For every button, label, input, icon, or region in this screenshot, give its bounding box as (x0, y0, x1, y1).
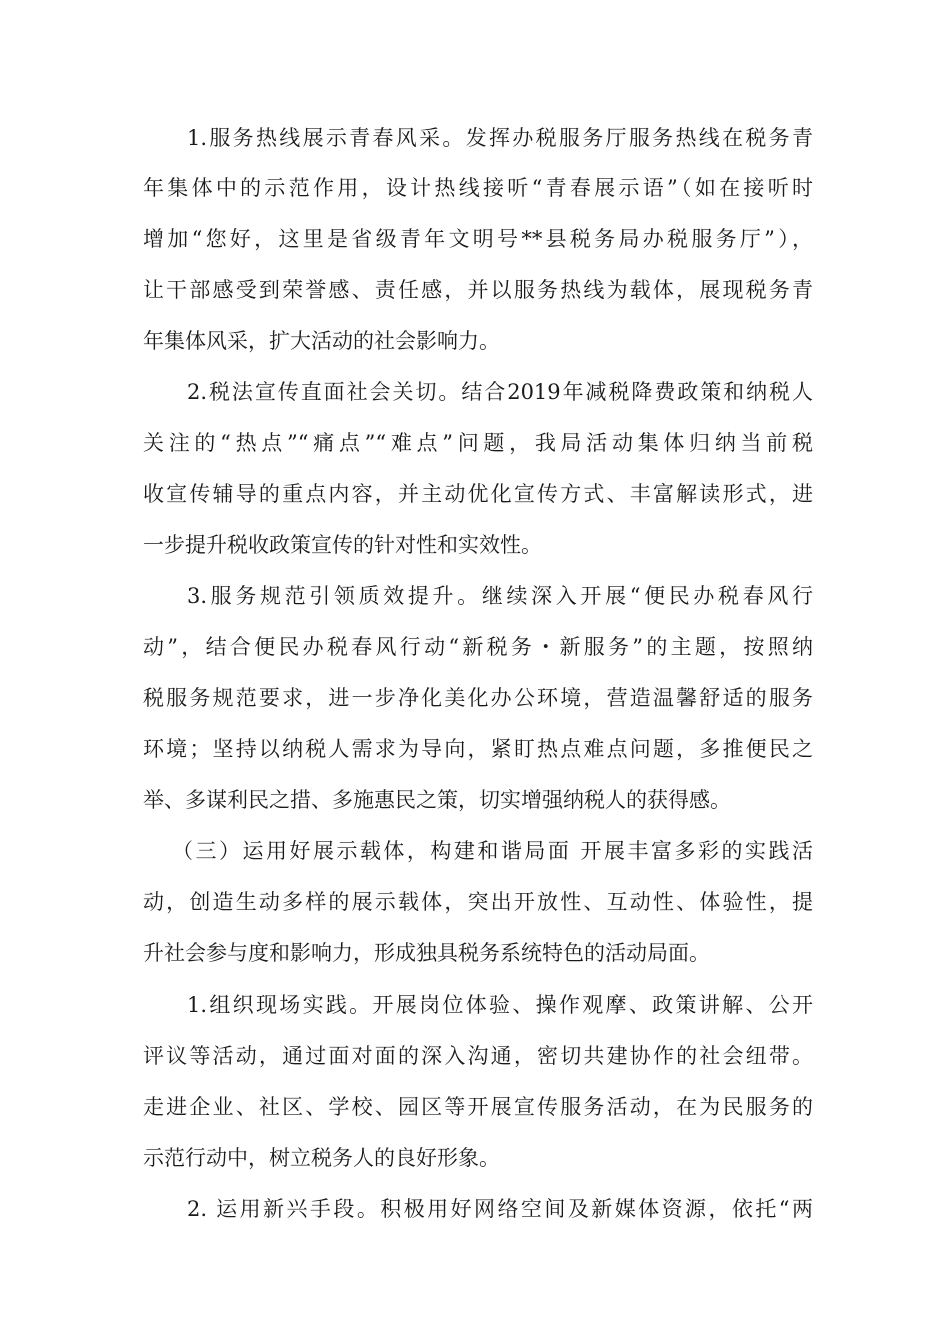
paragraph-6-line-1: 2. 运用新兴手段。积极用好网络空间及新媒体资源，依托“两 (187, 1197, 813, 1221)
paragraph-1-line-1: 1.服务热线展示青春风采。发挥办税服务厅服务热线在税务青 (187, 126, 813, 150)
paragraph-5-line-1: 1.组织现场实践。开展岗位体验、操作观摩、政策讲解、公开 (187, 993, 813, 1017)
paragraph-3-line-2: 动”，结合便民办税春风行动“新税务・新服务”的主题，按照纳 (143, 635, 813, 659)
paragraph-2-line-2: 关注的“热点”“痛点”“难点”问题，我局活动集体归纳当前税 (143, 431, 813, 455)
paragraph-4-line-1: （三）运用好展示载体，构建和谐局面 开展丰富多彩的实践活 (172, 839, 813, 863)
paragraph-3-line-3: 税服务规范要求，进一步净化美化办公环境，营造温馨舒适的服务 (143, 686, 813, 710)
paragraph-2-line-1: 2.税法宣传直面社会关切。结合2019年减税降费政策和纳税人 (187, 380, 813, 404)
paragraph-4-line-3: 升社会参与度和影响力，形成独具税务系统特色的活动局面。 (143, 941, 710, 965)
paragraph-3-line-1: 3.服务规范引领质效提升。继续深入开展“便民办税春风行 (187, 584, 813, 608)
paragraph-3-line-5: 举、多谋利民之措、多施惠民之策，切实增强纳税人的获得感。 (143, 788, 731, 812)
paragraph-1-line-4: 让干部感受到荣誉感、责任感，并以服务热线为载体，展现税务青 (143, 278, 813, 302)
paragraph-2-line-3: 收宣传辅导的重点内容，并主动优化宣传方式、丰富解读形式，进 (143, 482, 813, 506)
paragraph-2-line-4: 一步提升税收政策宣传的针对性和实效性。 (143, 533, 542, 557)
paragraph-5-line-3: 走进企业、社区、学校、园区等开展宣传服务活动，在为民服务的 (143, 1095, 813, 1119)
paragraph-1-line-2: 年集体中的示范作用，设计热线接听“青春展示语”（如在接听时 (143, 176, 813, 200)
paragraph-5-line-4: 示范行动中，树立税务人的良好形象。 (143, 1146, 500, 1170)
paragraph-4-line-2: 动，创造生动多样的展示载体，突出开放性、互动性、体验性，提 (143, 890, 813, 914)
paragraph-5-line-2: 评议等活动，通过面对面的深入沟通，密切共建协作的社会纽带。 (143, 1044, 813, 1068)
paragraph-1-line-3: 增加“您好，这里是省级青年文明号**县税务局办税服务厅”）， (143, 227, 813, 251)
paragraph-1-line-5: 年集体风采，扩大活动的社会影响力。 (143, 329, 500, 353)
paragraph-3-line-4: 环境；坚持以纳税人需求为导向，紧盯热点难点问题，多推便民之 (143, 737, 813, 761)
